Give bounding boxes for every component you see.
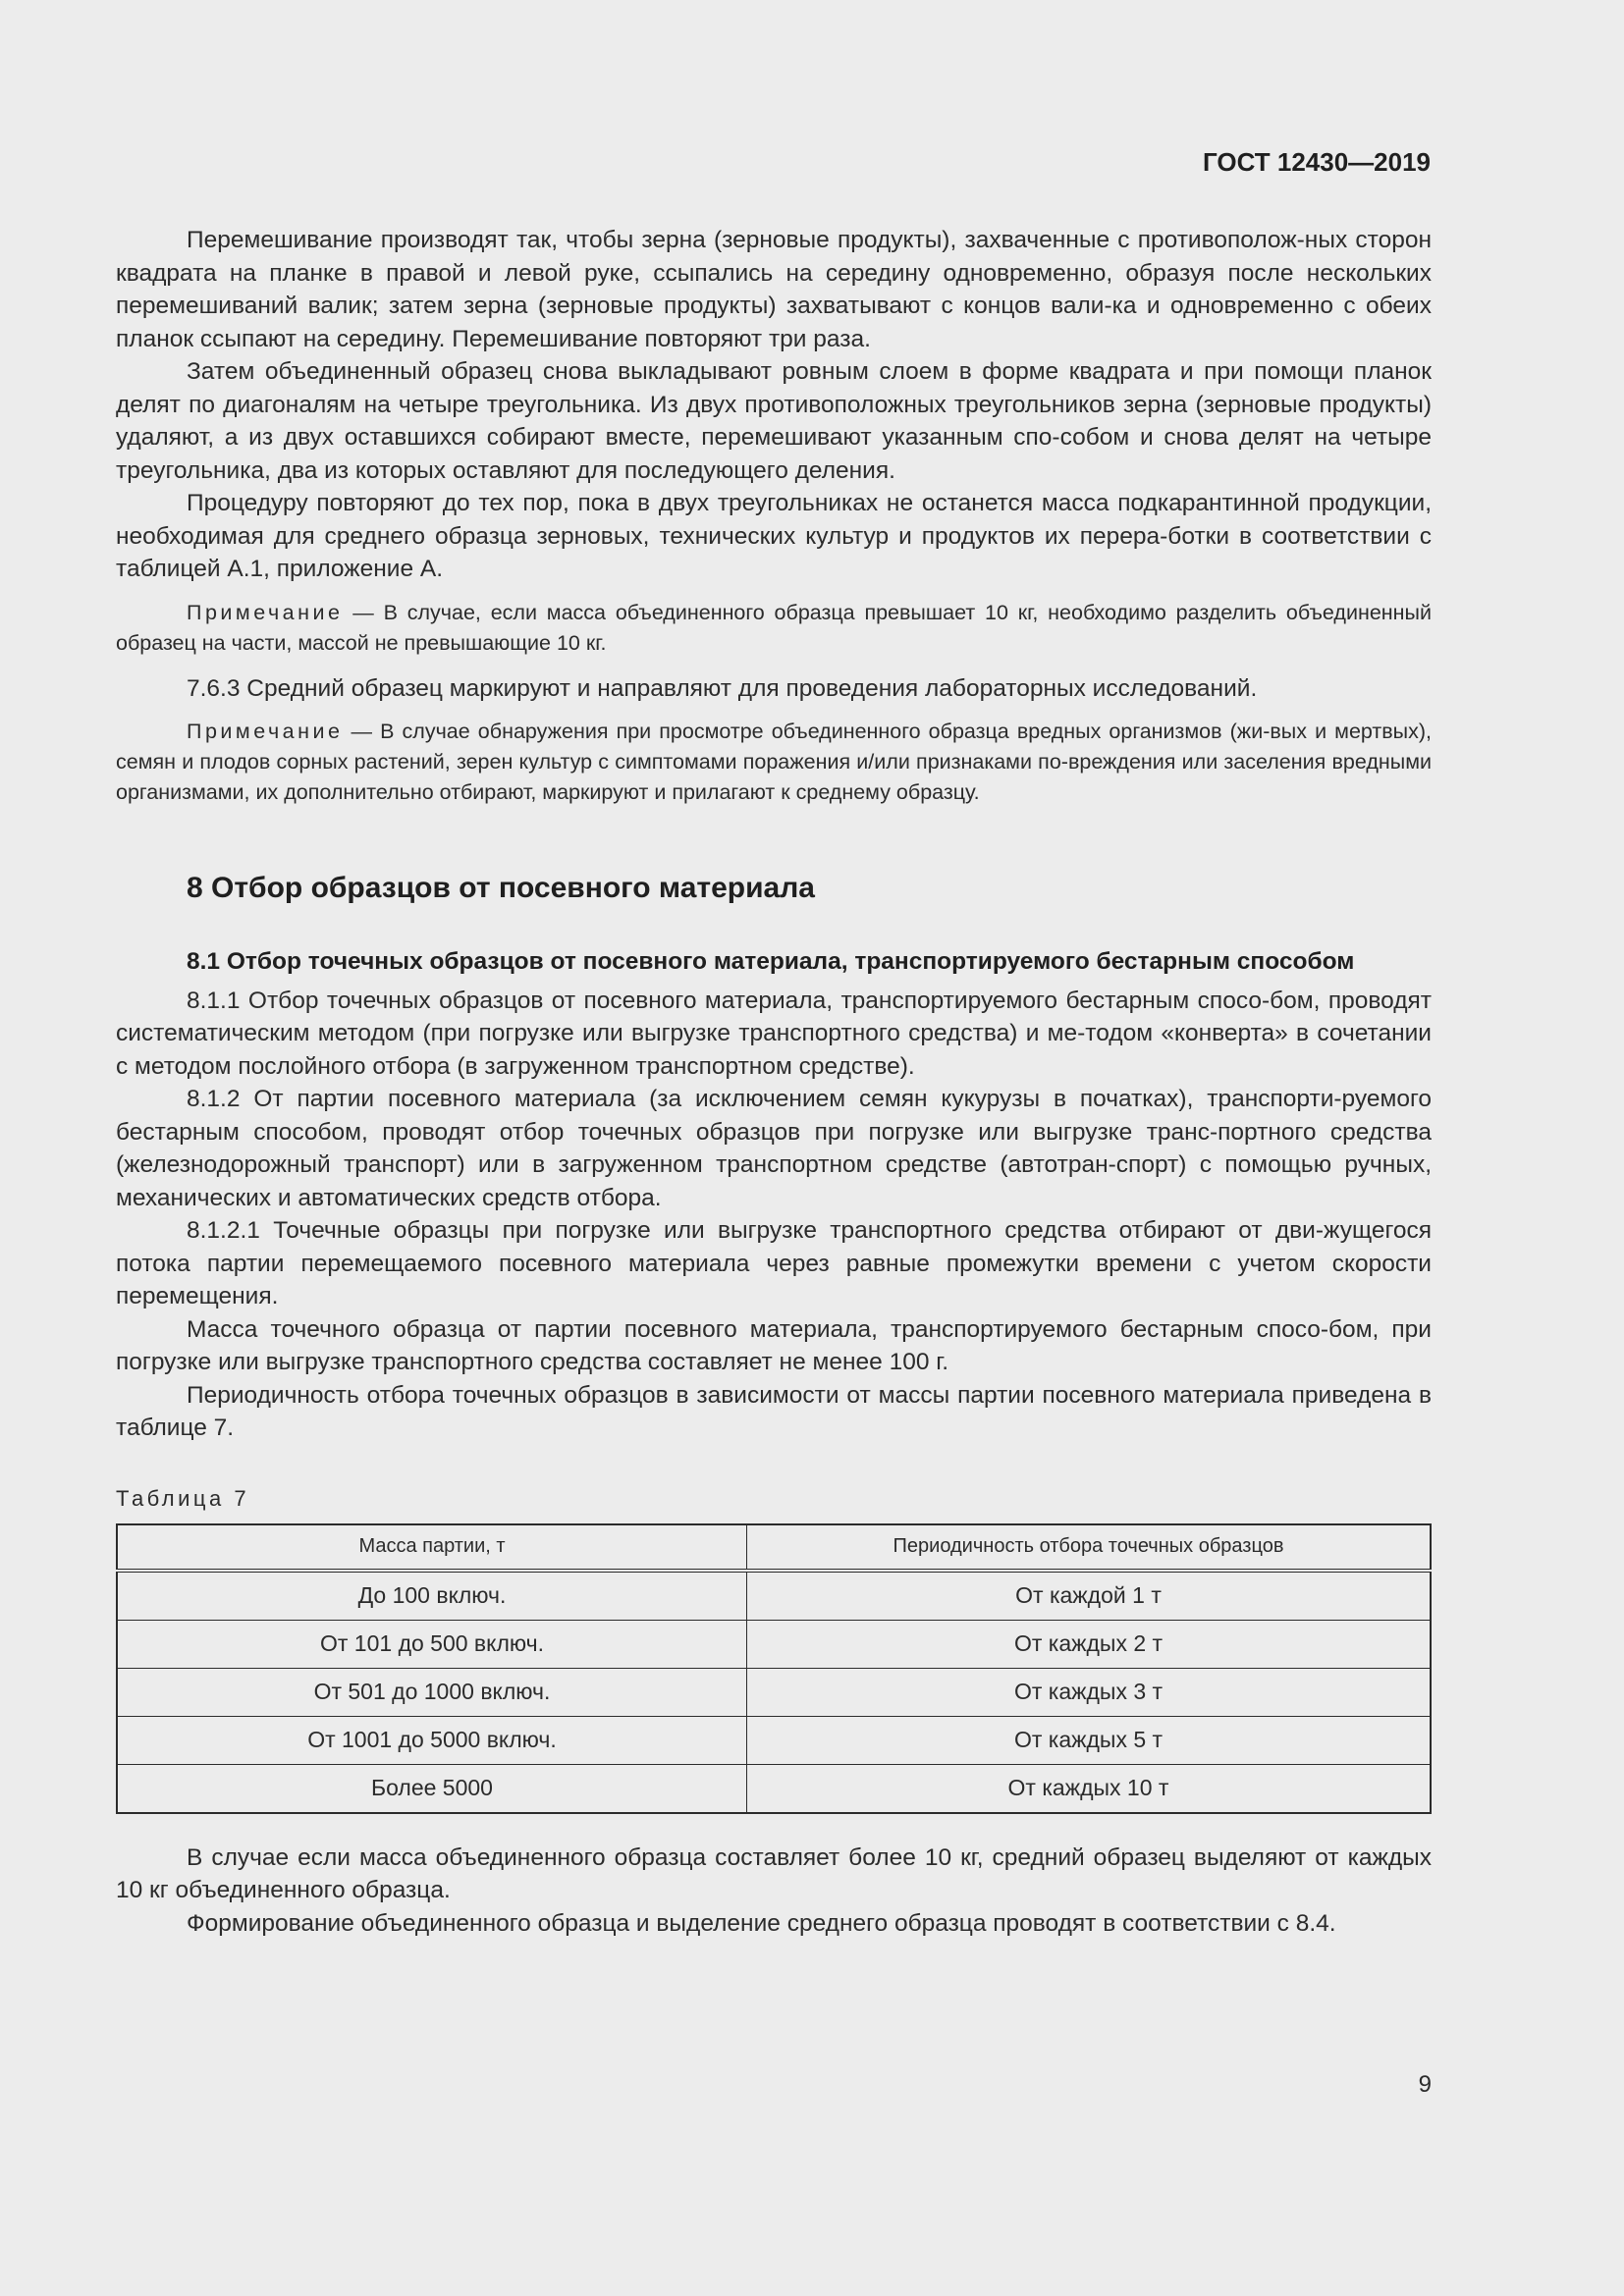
paragraph: Периодичность отбора точечных образцов в зависимости от массы партии посевного материала приведена в таблице 7.: [116, 1381, 1432, 1441]
table-cell: Более 5000: [117, 1764, 747, 1813]
paragraph: Масса точечного образца от партии посевного материала, транспортируемого бестарным спосо-бом, при погрузке или выгрузке транспортного средства составляет не менее 100 г.: [116, 1315, 1432, 1375]
paragraph: 8.1.2.1 Точечные образцы при погрузке или выгрузке транспортного средства отбирают от дви-жущегося потока партии перемещаемого посевного материала через равные промежутки времени с учетом скорости перемещения.: [116, 1217, 1432, 1309]
paragraph-7-6-3: 7.6.3 Средний образец маркируют и направляют для проведения лабораторных исследований.: [187, 674, 1258, 702]
section-heading: 8 Отбор образцов от посевного материала: [187, 872, 815, 904]
table-header-cell: Периодичность отбора точечных образцов: [747, 1524, 1432, 1571]
table-row: [117, 1571, 1431, 1621]
paragraph: 8.1.1 Отбор точечных образцов от посевного материала, транспортируемого бестарным спосо-бом, проводят систематическим методом (при погрузке или выгрузке транспортного средства) и ме-тодом «конверта» в сочетании с методом послойного отбора (в загруженном транспортном средстве).: [116, 987, 1432, 1080]
table-row: [117, 1668, 1431, 1716]
note-label: Примечание: [187, 720, 344, 743]
note-text: — В случае обнаружения при просмотре объединенного образца вредных организмов (жи-вых и мертвых), семян и плодов сорных растений, зерен культур с симптомами поражения и/или признаками по-вреждения или заселения вредными организмами, их дополнительно отбирают, маркируют и прилагают к среднему образцу.: [116, 720, 1432, 804]
table-cell: От 101 до 500 включ.: [117, 1620, 747, 1668]
table-cell: От каждой 1 т: [747, 1571, 1432, 1621]
paragraph: Перемешивание производят так, чтобы зерна (зерновые продукты), захваченные с противополож-ных сторон квадрата на планке в правой и левой руке, ссыпались на середину одновременно, образуя после нескольких перемешиваний валик; затем зерна (зерновые продукты) захватывают с концов вали-ка и одновременно с обеих планок ссыпают на середину. Перемешивание повторяют три раза.: [116, 227, 1432, 352]
paragraph: 8.1.2 От партии посевного материала (за исключением семян кукурузы в початках), транспорти-руемого бестарным способом, проводят отбор точечных образцов при погрузке или выгрузке транс-портного средства (железнодорожный транспорт) или в загруженном транспортном средстве (автотран-спорт) с помощью ручных, механических и автоматических средств отбора.: [116, 1086, 1432, 1211]
subsection-heading: 8.1 Отбор точечных образцов от посевного материала, транспортируемого бестарным способом: [187, 948, 1355, 975]
document-code: ГОСТ 12430—2019: [1203, 147, 1431, 177]
table-cell: От 501 до 1000 включ.: [117, 1668, 747, 1716]
page-number: 9: [1418, 2071, 1432, 2098]
table-cell: До 100 включ.: [117, 1571, 747, 1621]
table-title: Таблица 7: [116, 1485, 250, 1511]
table-cell: От каждых 3 т: [747, 1668, 1432, 1716]
table-row: [117, 1764, 1431, 1813]
paragraph: Формирование объединенного образца и выделение среднего образца проводят в соответствии с 8.4.: [187, 1909, 1336, 1937]
table-cell: От каждых 5 т: [747, 1716, 1432, 1764]
note-text: — В случае, если масса объединенного образца превышает 10 кг, необходимо разделить объединенный образец на части, массой не превышающие 10 кг.: [116, 600, 1432, 655]
table-7: [116, 1523, 1432, 1814]
note: [116, 717, 1432, 808]
table-header-cell: Масса партии, т: [117, 1524, 747, 1571]
paragraph: Процедуру повторяют до тех пор, пока в двух треугольниках не останется масса подкарантинной продукции, необходимая для среднего образца зерновых, технических культур и продуктов их перера-ботки в соответствии с таблицей А.1, приложение А.: [116, 490, 1432, 582]
table-cell: От каждых 2 т: [747, 1620, 1432, 1668]
note-label: Примечание: [187, 600, 344, 624]
table-cell: От каждых 10 т: [747, 1764, 1432, 1813]
table-header-row: [117, 1524, 1431, 1571]
paragraph: Затем объединенный образец снова выкладывают ровным слоем в форме квадрата и при помощи планок делят по диагоналям на четыре треугольника. Из двух противоположных треугольников зерна (зерновые продукты) удаляют, а из двух оставшихся собирают вместе, перемешивают указанным спо-собом и снова делят на четыре треугольника, два из которых оставляют для последующего деления.: [116, 358, 1432, 484]
page-content: [116, 224, 1432, 1940]
table-cell: От 1001 до 5000 включ.: [117, 1716, 747, 1764]
paragraph: В случае если масса объединенного образца составляет более 10 кг, средний образец выделяют от каждых 10 кг объединенного образца.: [116, 1843, 1432, 1903]
table-row: [117, 1620, 1431, 1668]
table-row: [117, 1716, 1431, 1764]
note: [116, 598, 1432, 659]
